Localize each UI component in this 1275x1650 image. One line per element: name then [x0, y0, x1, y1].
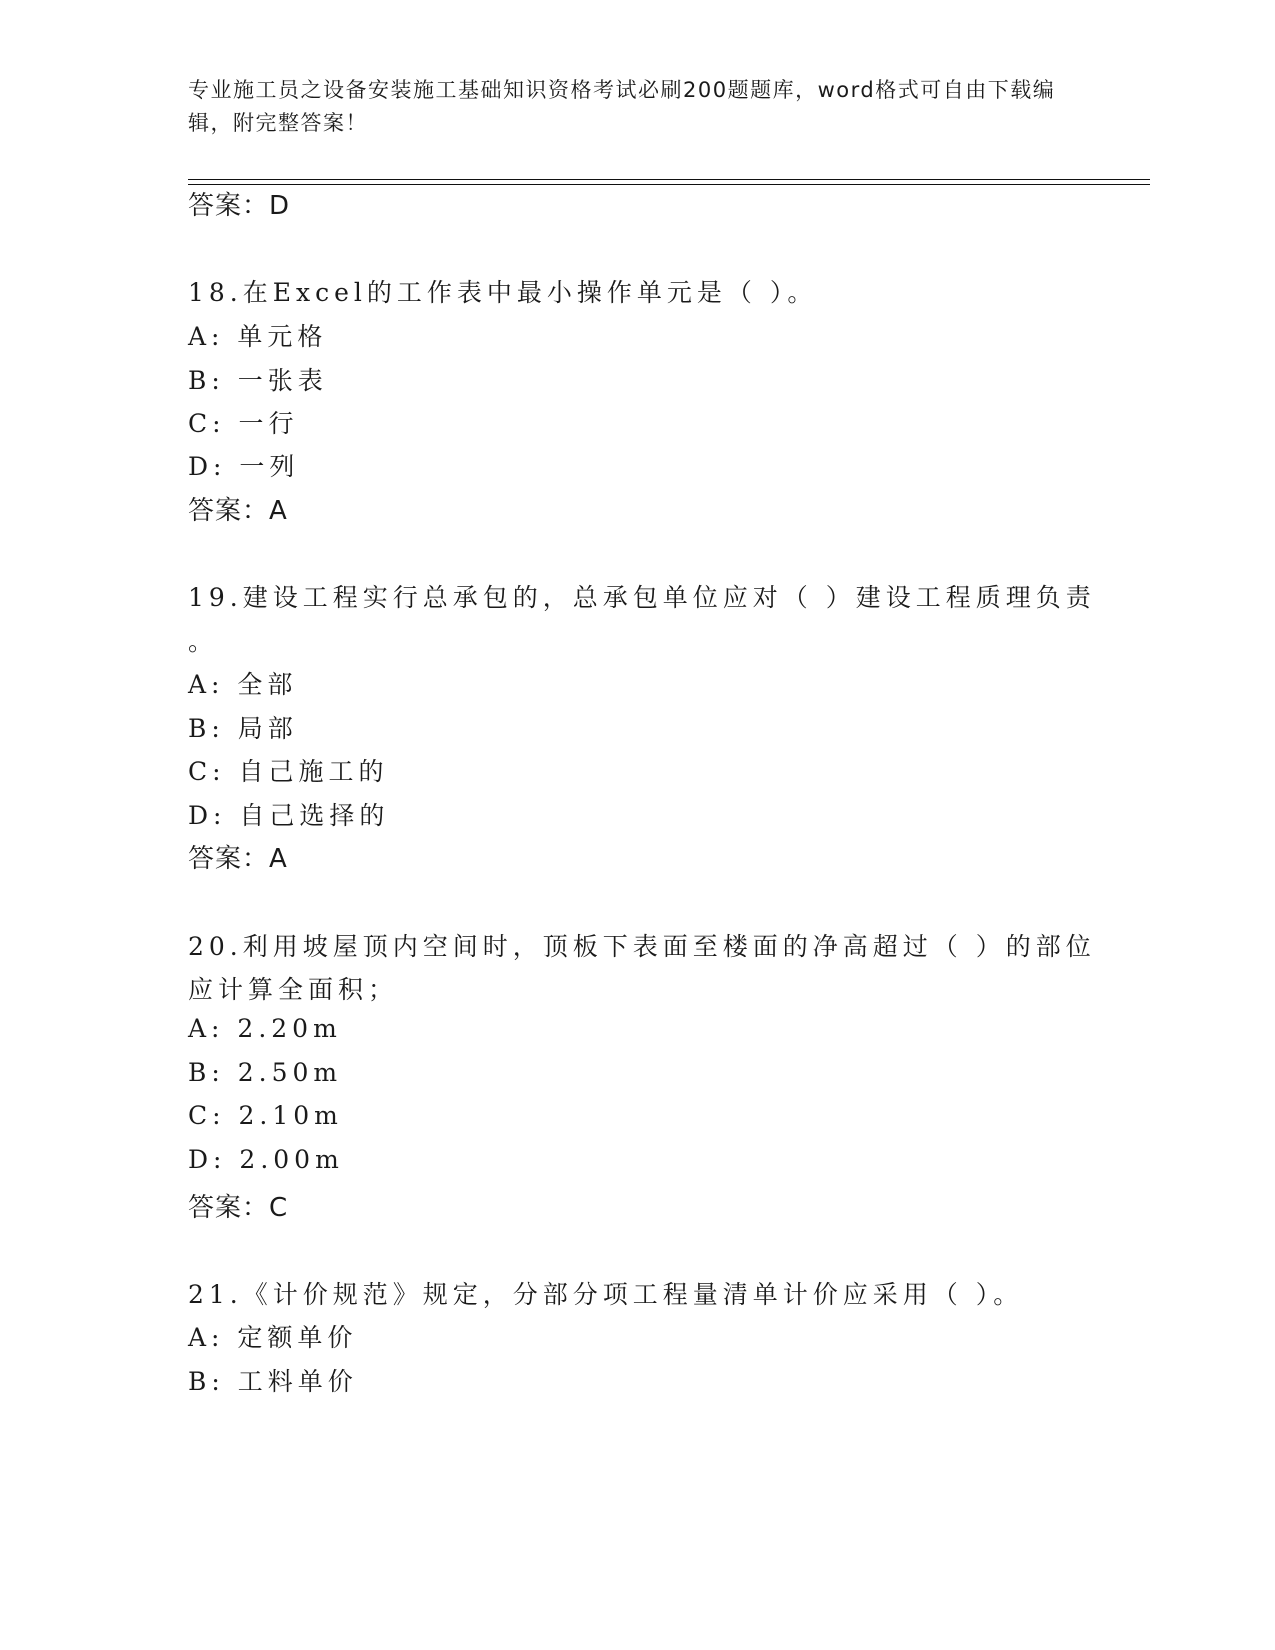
- question-18-option-c: C: 一行: [188, 409, 299, 438]
- question-21-stem: 21.《计价规范》规定，分部分项工程量清单计价应采用（ ）。: [188, 1280, 1024, 1309]
- header-rule-top: [188, 179, 1150, 180]
- document-header: 专业施工员之设备安装施工基础知识资格考试必刷200题题库，word格式可自由下载编辑，附完整答案！: [188, 78, 1056, 135]
- header-rule-bottom: [188, 184, 1150, 185]
- question-18-answer: 答案：A: [188, 496, 288, 526]
- question-20-stem-line2: 应计算全面积；: [188, 975, 399, 1004]
- question-19-option-a: A: 全部: [188, 670, 298, 699]
- question-19-option-d: D: 自己选择的: [188, 801, 390, 830]
- question-18-option-a: A: 单元格: [188, 322, 328, 351]
- question-20-option-b: B: 2.50m: [188, 1058, 343, 1087]
- question-19-stem-line2: 。: [188, 627, 219, 656]
- question-18-option-d: D: 一列: [188, 452, 300, 481]
- question-19-stem-line1: 19.建设工程实行总承包的，总承包单位应对（ ）建设工程质理负责: [188, 583, 1096, 612]
- question-20-stem-line1: 20.利用坡屋顶内空间时，顶板下表面至楼面的净高超过（ ）的部位: [188, 932, 1096, 961]
- question-20-answer: 答案：C: [188, 1193, 289, 1223]
- question-19-answer: 答案：A: [188, 844, 288, 874]
- question-21-option-a: A: 定额单价: [188, 1323, 358, 1352]
- question-18-option-b: B: 一张表: [188, 366, 328, 395]
- question-19-option-c: C: 自己施工的: [188, 757, 389, 786]
- question-18-stem: 18.在Excel的工作表中最小操作单元是（ ）。: [188, 278, 818, 307]
- question-19-option-b: B: 局部: [188, 714, 298, 743]
- question-21-option-b: B: 工料单价: [188, 1367, 358, 1396]
- question-20-option-d: D: 2.00m: [188, 1145, 344, 1174]
- question-20-option-c: C: 2.10m: [188, 1101, 343, 1130]
- previous-answer: 答案：D: [188, 191, 291, 221]
- question-20-option-a: A: 2.20m: [188, 1014, 342, 1043]
